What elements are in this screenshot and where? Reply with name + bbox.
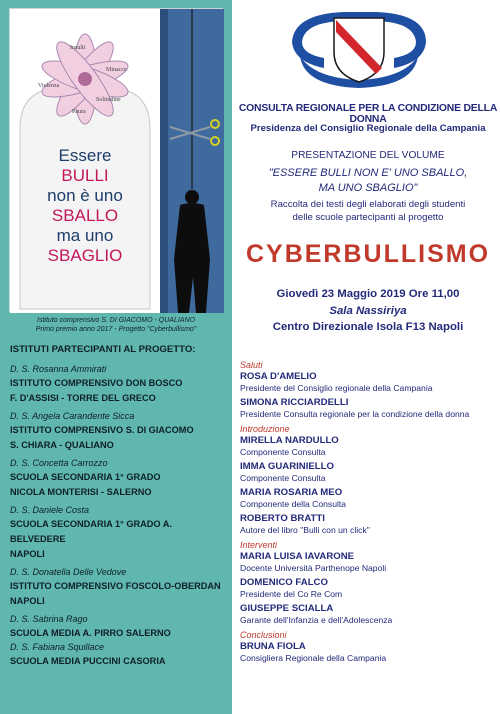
school-name: ISTITUTO COMPRENSIVO FOSCOLO-OBERDAN <box>10 581 221 591</box>
petal-text: Insulti <box>70 45 86 51</box>
speaker <box>240 371 496 394</box>
school-name: F. D'ASSISI - TORRE DEL GRECO <box>10 393 156 403</box>
program-section-title: Saluti <box>240 360 263 370</box>
petal-text: Violenza <box>38 83 60 89</box>
school-name: SCUOLA SECONDARIA 1° GRADO A. BELVEDERE <box>10 519 172 544</box>
speaker-name: GIUSEPPE SCIALLA <box>240 603 334 614</box>
speaker-name: IMMA GUARINIELLO <box>240 461 334 472</box>
speaker-role: Componente Consulta <box>240 473 326 483</box>
organization-title: CONSULTA REGIONALE PER LA CONDIZIONE DELLA DONNA <box>238 103 498 125</box>
art-title-line: Essere <box>58 146 112 165</box>
school-name: NAPOLI <box>10 596 45 606</box>
speaker <box>240 513 496 536</box>
principal-name: D. S. Donatella Delle Vedove <box>10 567 127 577</box>
speaker <box>240 461 496 484</box>
speaker-role: Presidente del Co Re Com <box>240 589 343 599</box>
art-title-line: ma uno <box>56 226 114 245</box>
speaker <box>240 487 496 510</box>
speaker-role: Componente della Consulta <box>240 499 347 509</box>
speaker-role: Presidente del Consiglio regionale della Campania <box>240 383 433 393</box>
principal-name: D. S. Sabrina Rago <box>10 614 88 624</box>
campania-region-logo <box>284 8 434 90</box>
speaker-name: ROSA D'AMELIO <box>240 371 317 382</box>
program-section-title: Interventi <box>240 540 278 550</box>
speaker <box>240 397 496 420</box>
petal-text: Solitudine <box>96 97 121 103</box>
event-location <box>236 303 500 335</box>
project-title: CYBERBULLISMO <box>245 240 491 268</box>
speaker-name: ROBERTO BRATTI <box>240 513 325 524</box>
art-title-line: BULLI <box>61 166 109 185</box>
book-title-line: MA UNO SBAGLIO" <box>318 182 418 194</box>
school-name: S. CHIARA - QUALIANO <box>10 440 114 450</box>
artwork-caption <box>0 316 232 334</box>
venue-name: Sala Nassiriya <box>329 305 407 317</box>
speaker <box>240 577 496 600</box>
speaker-role: Garante dell'Infanzia e dell'Adolescenza <box>240 615 393 625</box>
speaker <box>240 435 496 458</box>
principal-name: D. S. Daniele Costa <box>10 505 90 515</box>
speaker-role: Docente Università Parthenope Napoli <box>240 563 387 573</box>
school-name: ISTITUTO COMPRENSIVO S. DI GIACOMO <box>10 425 194 435</box>
collection-line: Raccolta dei testi degli elaborati degli studenti <box>270 199 466 210</box>
school-name: SCUOLA SECONDARIA 1° GRADO <box>10 472 161 482</box>
collection-description <box>236 198 500 224</box>
speaker-name: MARIA LUISA IAVARONE <box>240 551 355 562</box>
presentation-label: PRESENTAZIONE DEL VOLUME <box>291 150 445 161</box>
speaker-name: MIRELLA NARDULLO <box>240 435 339 446</box>
speaker-name: MARIA ROSARIA MEO <box>240 487 343 498</box>
school-name: NICOLA MONTERISI - SALERNO <box>10 487 152 497</box>
school-name: NAPOLI <box>10 549 45 559</box>
artwork-caption-line: Istituto comprensivo S. DI GIACOMO - QUALIANO <box>37 317 195 324</box>
petal-text: Minacce <box>106 67 127 73</box>
event-date-time: Giovedì 23 Maggio 2019 Ore 11,00 <box>276 288 460 300</box>
school-name: SCUOLA MEDIA A. PIRRO SALERNO <box>10 628 171 638</box>
speaker-name: DOMENICO FALCO <box>240 577 328 588</box>
institutes-list <box>10 363 228 669</box>
art-title-line: SBALLO <box>51 206 119 225</box>
school-name: ISTITUTO COMPRENSIVO DON BOSCO <box>10 378 183 388</box>
book-title <box>236 166 500 196</box>
program-section-title: Introduzione <box>240 424 290 434</box>
institutes-heading: ISTITUTI PARTECIPANTI AL PROGETTO: <box>10 344 196 355</box>
artwork-illustration <box>9 8 223 312</box>
speaker-role: Componente Consulta <box>240 447 326 457</box>
speaker <box>240 641 496 664</box>
venue-address: Centro Direzionale Isola F13 Napoli <box>272 321 464 333</box>
speaker <box>240 603 496 626</box>
art-title-line: SBAGLIO <box>47 246 123 265</box>
speaker-name: SIMONA RICCIARDELLI <box>240 397 349 408</box>
speaker-role: Autore del libro "Bulli con un click" <box>240 525 370 535</box>
principal-name: D. S. Concetta Carrozzo <box>10 458 108 468</box>
artwork-caption-line: Primo premio anno 2017 - Progetto "Cyberbullismo" <box>35 326 197 333</box>
principal-name: D. S. Fabiana Squillace <box>10 642 105 652</box>
book-title-line: "ESSERE BULLI NON E' UNO SBALLO, <box>268 167 468 179</box>
art-title-line: non è uno <box>47 186 123 205</box>
region-emblem-icon <box>284 8 434 90</box>
speaker-name: BRUNA FIOLA <box>240 641 306 652</box>
artwork-svg <box>10 9 224 313</box>
speaker <box>240 551 496 574</box>
school-name: SCUOLA MEDIA PUCCINI CASORIA <box>10 656 166 666</box>
speaker-role: Consigliera Regionale della Campania <box>240 653 387 663</box>
left-column <box>0 0 232 714</box>
program-list <box>240 357 496 667</box>
principal-name: D. S. Angela Carandente Sicca <box>10 411 135 421</box>
speaker-role: Presidente Consulta regionale per la condizione della donna <box>240 409 470 419</box>
collection-line: delle scuole partecipanti al progetto <box>292 212 444 223</box>
petal-text: Paura <box>72 109 86 115</box>
principal-name: D. S. Rosanna Ammirati <box>10 364 107 374</box>
organization-subtitle: Presidenza del Consiglio Regionale della Campania <box>250 123 486 134</box>
program-section-title: Conclusioni <box>240 630 287 640</box>
